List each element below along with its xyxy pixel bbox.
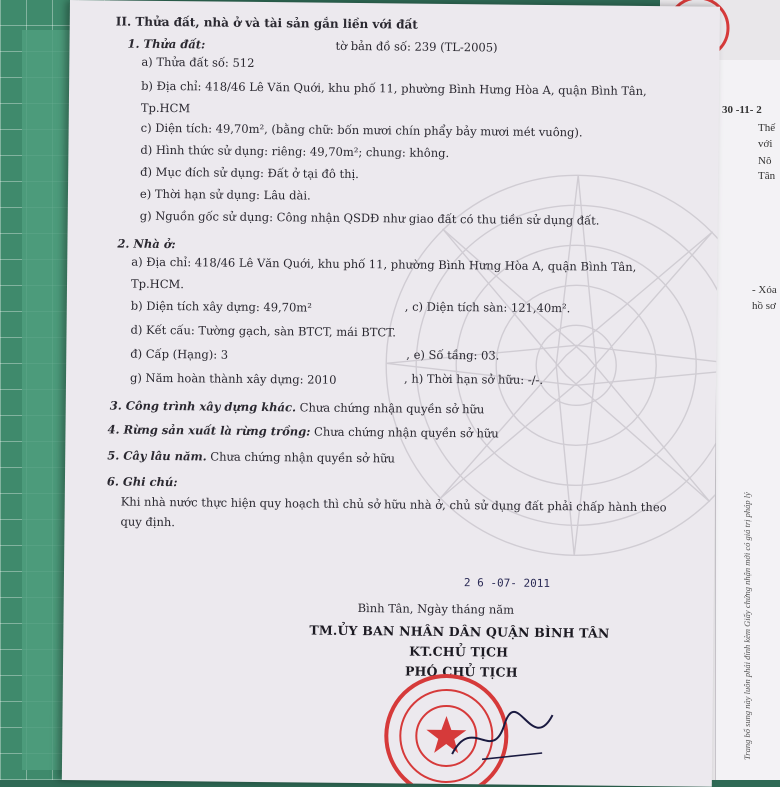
item4-planted-forest <box>107 422 498 440</box>
item5-perennial-trees <box>107 448 395 465</box>
land-address: b) Địa chỉ: 418/46 Lê Văn Quới, khu phố 11, phường Bình Hưng Hòa A, quận Bình Tân, <box>141 78 647 99</box>
land-heading: 1. Thửa đất: <box>127 36 206 52</box>
land-usage-form: d) Hình thức sử dụng: riêng: 49,70m²; chung: không. <box>140 142 450 160</box>
house-construction-area: b) Diện tích xây dựng: 49,70m² <box>130 298 312 315</box>
right-text-fragment: Tân <box>758 170 776 182</box>
house-ownership-term: , h) Thời hạn sở hữu: -/-. <box>403 371 544 387</box>
stamped-issue-date: 2 6 -07- 2011 <box>463 576 551 591</box>
house-address: a) Địa chỉ: 418/46 Lê Văn Quới, khu phố 11, phường Bình Hưng Hòa A, quận Bình Tân, <box>131 254 637 274</box>
certificate-page <box>62 0 720 787</box>
land-duration: e) Thời hạn sử dụng: Lâu dài. <box>139 186 311 203</box>
note-line-2: quy định. <box>120 514 176 530</box>
right-date-fragment: 30 -11- 2 <box>722 104 762 116</box>
house-structure: d) Kết cấu: Tường gạch, sàn BTCT, mái BTCT. <box>130 322 396 340</box>
house-heading: 2. Nhà ở: <box>117 236 176 252</box>
item4-value: Chưa chứng nhận quyền sở hữu <box>310 424 499 441</box>
place-and-date-line: Bình Tân, Ngày tháng năm <box>357 601 515 617</box>
issuing-authority: TM.ỦY BAN NHÂN DÂN QUẬN BÌNH TÂN <box>309 622 610 641</box>
house-floor-area: , c) Diện tích sàn: 121,40m². <box>404 299 571 316</box>
land-area: c) Diện tích: 49,70m², (bằng chữ: bốn mươi chín phẩy bảy mươi mét vuông). <box>140 120 583 140</box>
note-line-1: Khi nhà nước thực hiện quy hoạch thì chủ sở hữu nhà ở, chủ sử dụng đất phải chấp hành theo <box>120 494 667 515</box>
house-grade: đ) Cấp (Hạng): 3 <box>130 346 229 362</box>
signer-title: PHÓ CHỦ TỊCH <box>404 663 518 680</box>
handwritten-signature <box>442 694 563 775</box>
item5-label: 5. Cây lâu năm. <box>107 448 207 464</box>
land-origin: g) Nguồn gốc sử dụng: Công nhận QSDĐ như giao đất có thu tiền sử dụng đất. <box>139 208 600 228</box>
right-text-fragment: hồ sơ <box>752 300 776 312</box>
item3-value: Chưa chứng nhận quyền sở hữu <box>295 400 485 417</box>
item3-other-construction <box>110 398 485 416</box>
right-text-fragment: - Xóa <box>752 284 777 296</box>
item3-label: 3. Công trình xây dựng khác. <box>109 398 297 415</box>
item4-label: 4. Rừng sản xuất là rừng trồng: <box>107 422 311 439</box>
item5-value: Chưa chứng nhận quyền sở hữu <box>206 449 396 466</box>
land-parcel-number: a) Thửa đất số: 512 <box>141 54 255 70</box>
section-title: II. Thửa đất, nhà ở và tài sản gắn liền với đất <box>115 14 418 32</box>
house-completion-year: g) Năm hoàn thành xây dựng: 2010 <box>129 370 337 387</box>
map-sheet-number: tờ bản đồ số: 239 (TL-2005) <box>335 38 498 55</box>
vertical-legal-note: Trang bổ sung này luôn phải đính kèm Giấy chứng nhận mới có giá trị pháp lý <box>742 492 752 760</box>
right-text-fragment: với <box>758 138 773 150</box>
house-floors: , e) Số tầng: 03. <box>406 347 500 363</box>
right-text-fragment: Thế <box>758 122 776 134</box>
house-address-city: Tp.HCM. <box>130 276 185 292</box>
land-address-city: Tp.HCM <box>140 100 191 116</box>
land-purpose: đ) Mục đích sử dụng: Đất ở tại đô thị. <box>140 164 359 182</box>
signer-role: KT.CHỦ TỊCH <box>409 643 509 660</box>
right-text-fragment: Nô <box>758 155 772 167</box>
item6-notes-heading: 6. Ghi chú: <box>106 474 178 490</box>
